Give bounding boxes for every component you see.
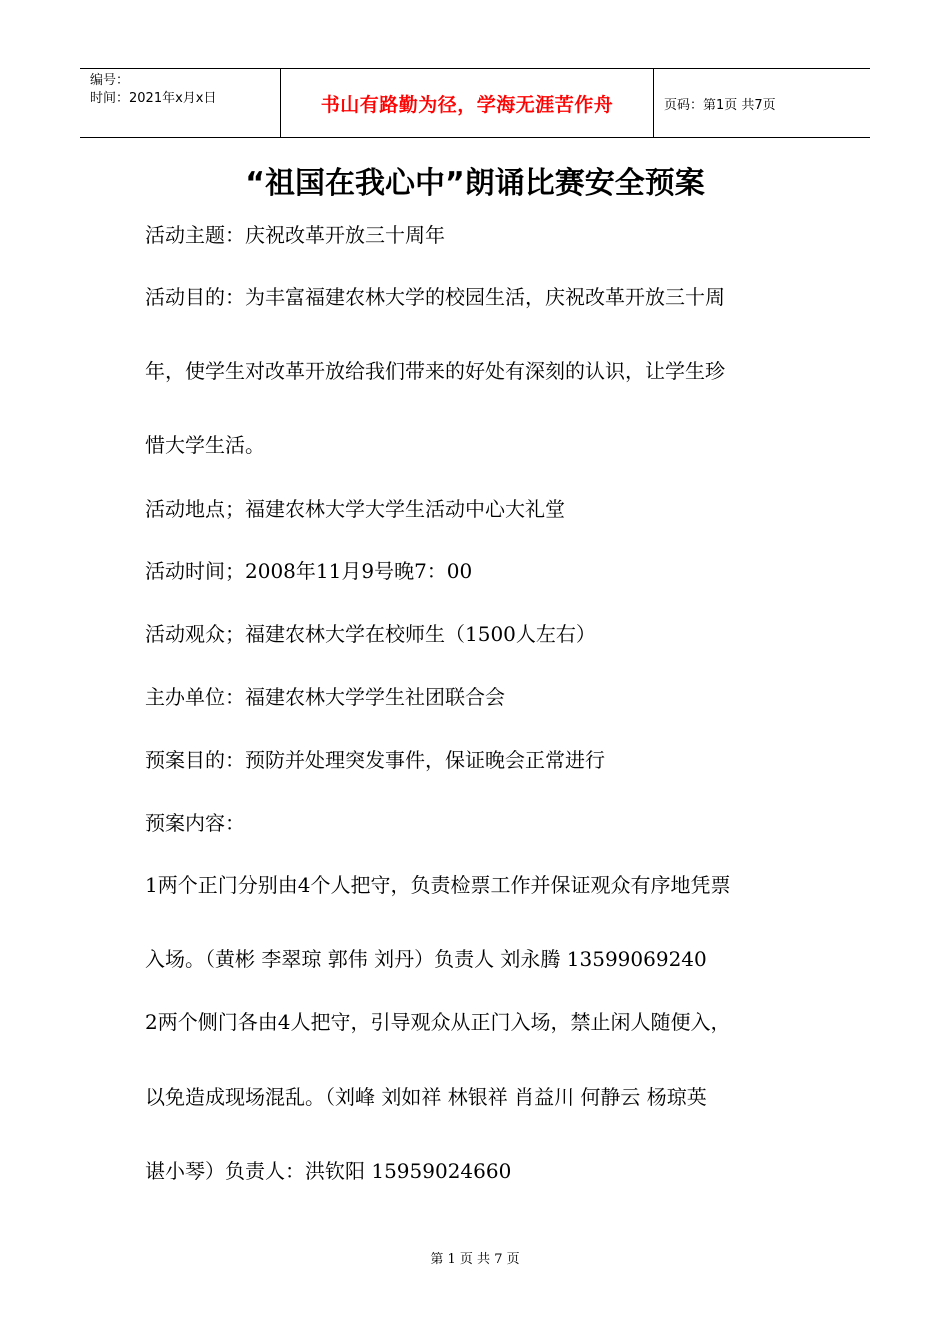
body-line: 活动观众；福建农林大学在校师生（1500人左右） — [145, 622, 596, 646]
header-motto: 书山有路勤为径，学海无涯苦作舟 — [320, 93, 614, 116]
body-line: 活动地点；福建农林大学大学生活动中心大礼堂 — [145, 497, 565, 521]
body-line: 年，使学生对改革开放给我们带来的好处有深刻的认识，让学生珍 — [145, 359, 725, 383]
page-number-footer: 第 1 页 共 7 页 — [430, 1252, 520, 1267]
body-line: 活动时间；2008年11月9号晚7：00 — [145, 559, 473, 583]
document-header — [80, 68, 870, 138]
document-title: “祖国在我心中”朗诵比赛安全预案 — [245, 166, 705, 201]
header-page-cell — [654, 69, 870, 137]
body-line: 主办单位：福建农林大学学生社团联合会 — [145, 685, 505, 709]
header-motto-cell — [281, 69, 654, 137]
body-line: 活动主题：庆祝改革开放三十周年 — [145, 223, 445, 247]
body-line: 1两个正门分别由4个人把守，负责检票工作并保证观众有序地凭票 — [145, 873, 731, 897]
body-line: 以免造成现场混乱。（刘峰 刘如祥 林银祥 肖益川 何静云 杨琼英 — [145, 1085, 707, 1109]
header-page-info: 页码：第1页 共7页 — [664, 97, 776, 113]
body-line: 惜大学生活。 — [145, 433, 265, 457]
header-number-label: 编号： — [90, 73, 130, 88]
body-line: 活动目的：为丰富福建农林大学的校园生活，庆祝改革开放三十周 — [145, 285, 725, 309]
header-time-label: 时间：2021年x月x日 — [90, 91, 217, 106]
body-line: 预案内容： — [145, 811, 245, 835]
body-line: 2两个侧门各由4人把守，引导观众从正门入场，禁止闲人随便入， — [145, 1010, 731, 1034]
body-line: 谌小琴）负责人：洪钦阳 15959024660 — [145, 1159, 512, 1183]
header-meta-cell — [80, 69, 281, 137]
body-line: 预案目的：预防并处理突发事件，保证晚会正常进行 — [145, 748, 605, 772]
body-line: 入场。（黄彬 李翠琼 郭伟 刘丹）负责人 刘永腾 13599069240 — [145, 947, 707, 971]
